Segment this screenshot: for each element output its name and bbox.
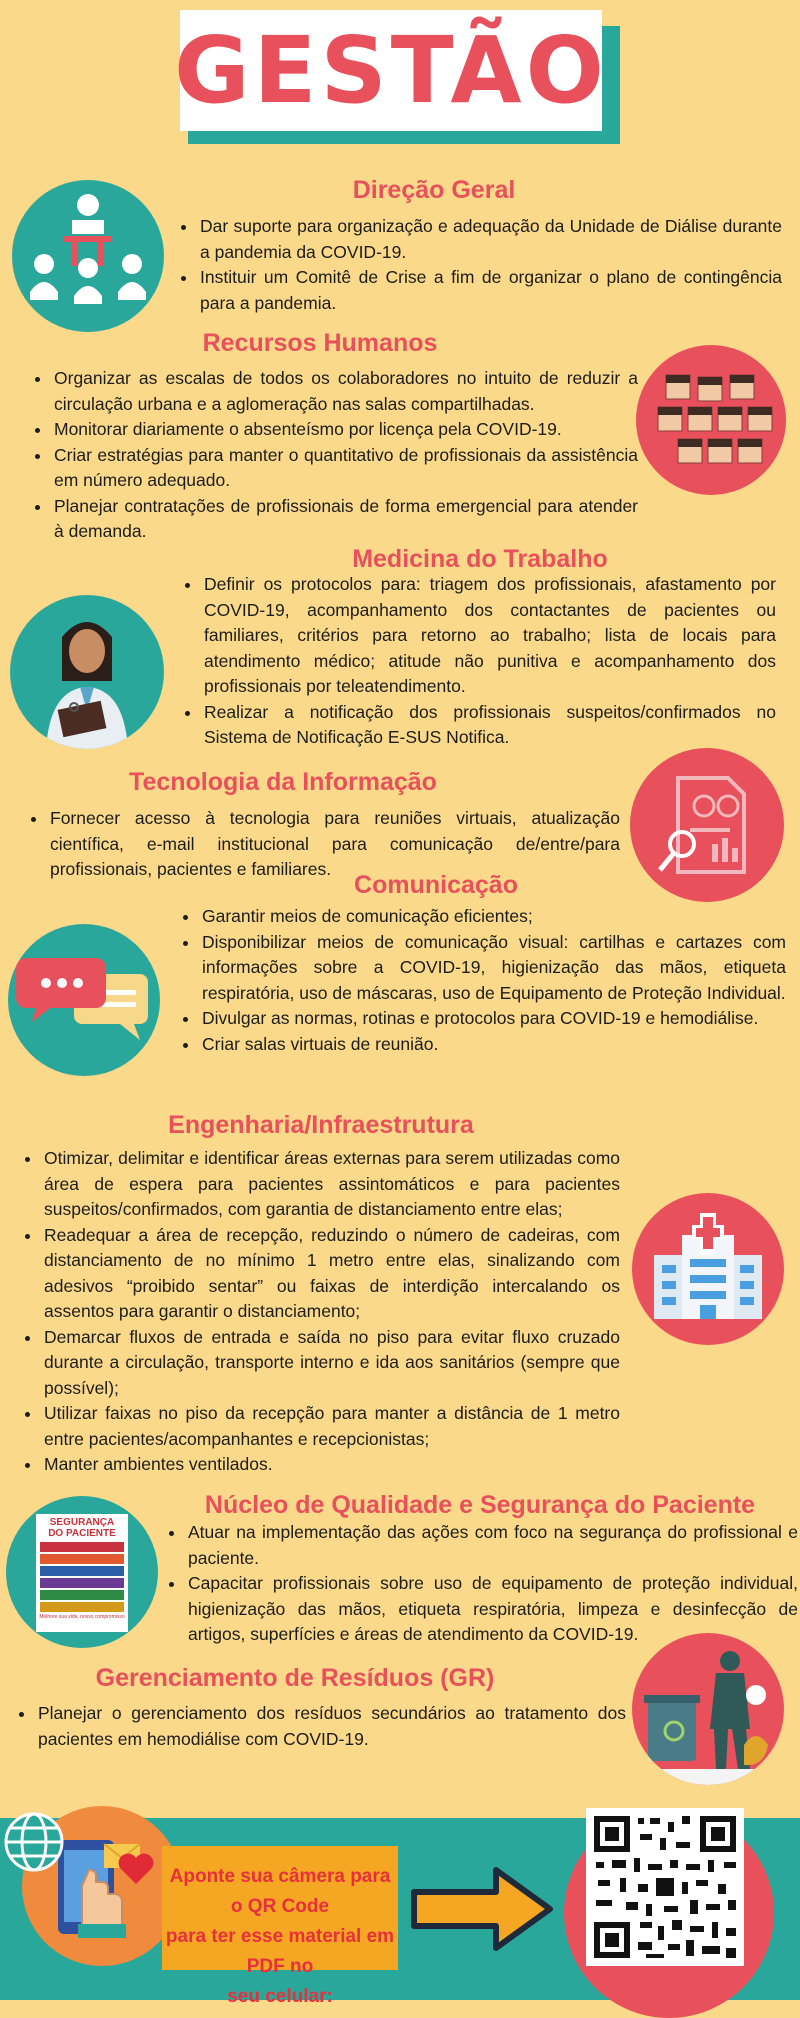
list-item: • Garantir meios de comunicação eficientes; [200,904,786,930]
globe-icon [0,1808,64,1872]
qr-instructions-box [162,1846,398,2007]
doctor-icon [10,595,164,749]
heart-envelope-icon [100,1836,160,1892]
list-item: • Utilizar faixas no piso da recepção para manter a distância de 1 metro entre pacientes/acompanhantes e recepcionistas; [42,1401,620,1452]
list-item: • Manter ambientes ventilados. [42,1452,620,1478]
list-item: • Otimizar, delimitar e identificar áreas externas para serem utilizadas como área de espera para pacientes assintomáticos e para pacientes suspeitos/confirmados, com garantia de distanciamento entre elas; [42,1146,620,1223]
arrow-right-icon [408,1864,556,1954]
section-title-nucleo: Núcleo de Qualidade e Segurança do Paciente [204,1491,756,1519]
page-title: GESTÃO [174,16,608,124]
list-item: • Atuar na implementação das ações com foco na segurança do profissional e paciente. [186,1520,798,1571]
qr-code-icon[interactable] [586,1808,744,1966]
waste-worker-icon [632,1633,784,1785]
list-item: • Demarcar fluxos de entrada e saída no piso para evitar fluxo cruzado durante a circulação, transporte interno e ida aos sanitários (sempre que possível); [42,1325,620,1402]
qr-text-line-3: seu celular: [227,1986,333,2007]
title-box [174,10,608,131]
list-item: • Monitorar diariamente o absenteísmo por licença pela COVID-19. [52,417,638,443]
section-body-comunicacao [178,904,786,1057]
section-body-medicina [180,572,776,751]
list-item: • Criar salas virtuais de reunião. [200,1032,786,1058]
chat-bubbles-icon [8,924,160,1076]
section-title-rh: Recursos Humanos [202,329,438,357]
poster-title: SEGURANÇA [49,1517,115,1528]
qr-text-line-2: para ter esse material em PDF no [165,1926,395,1977]
hospital-icon [632,1193,784,1345]
report-document-icon [630,748,784,902]
list-item: • Realizar a notificação dos profissionais suspeitos/confirmados no Sistema de Notificação E-SUS Notifica. [202,700,776,751]
section-title-engenharia: Engenharia/Infraestrutura [168,1111,474,1139]
section-body-engenharia [20,1146,620,1478]
qr-text-line-1: Aponte sua câmera para o QR Code [169,1866,391,1917]
list-item: • Organizar as escalas de todos os colaboradores no intuito de reduzir a circulação urbana e a aglomeração nas salas compartilhadas. [52,366,638,417]
list-item: • Instituir um Comitê de Crise a fim de organizar o plano de contingência para a pandemia. [198,265,782,316]
section-title-ti: Tecnologia da Informação [129,768,437,796]
list-item: • Fornecer acesso à tecnologia para reuniões virtuais, atualização científica, e-mail institucional para comunicação de/entre/para profissionais, pacientes e familiares. [48,806,620,883]
list-item: • Criar estratégias para manter o quantitativo de profissionais da assistência em número adequado. [52,443,638,494]
section-title-residuos: Gerenciamento de Resíduos (GR) [95,1664,495,1692]
list-item: • Divulgar as normas, rotinas e protocolos para COVID-19 e hemodiálise. [200,1006,786,1032]
list-item: • Dar suporte para organização e adequação da Unidade de Diálise durante a pandemia da COVID-19. [198,214,782,265]
list-item: • Readequar a área de recepção, reduzindo o número de cadeiras, com distanciamento de no mínimo 1 metro entre elas, sinalizando com adesivos “proibido sentar” ou faixas de interdição intercalando os assentos para garantir o distanciamento; [42,1223,620,1325]
section-body-nucleo [164,1520,798,1648]
list-item: • Planejar contratações de profissionais de forma emergencial para atender à demanda. [52,494,638,545]
presentation-icon [12,180,164,332]
poster-footer: Melhore sua vida, nosso compromisso [39,1614,125,1620]
section-title-medicina: Medicina do Trabalho [352,545,608,573]
section-body-rh [30,366,638,545]
poster-subtitle: DO PACIENTE [48,1528,116,1539]
team-faces-icon [636,345,786,495]
list-item: • Disponibilizar meios de comunicação visual: cartilhas e cartazes com informações sobre a COVID-19, higienização das mãos, etiqueta respiratória, uso de máscaras, uso de Equipamento de Proteção Individual. [200,930,786,1007]
section-title-direcao: Direção Geral [352,176,516,204]
section-body-ti [26,806,620,883]
list-item: • Definir os protocolos para: triagem dos profissionais, afastamento por COVID-19, acompanhamento dos contactantes de pacientes ou familiares, critérios para retorno ao trabalho; lista de locais para atendimento médico; atitude não punitiva e acompanhamento dos profissionais por teleatendimento. [202,572,776,700]
list-item: • Capacitar profissionais sobre uso de equipamento de proteção individual, higienização das mãos, etiqueta respiratória, limpeza e desinfecção de artigos, superfícies e áreas de atendimento da COVID-19. [186,1571,798,1648]
patient-safety-poster-icon [6,1496,158,1648]
section-title-comunicacao: Comunicação [354,871,518,899]
section-body-residuos [14,1701,626,1752]
section-body-direcao [176,214,782,316]
list-item: • Planejar o gerenciamento dos resíduos secundários ao tratamento dos pacientes em hemodiálise com COVID-19. [36,1701,626,1752]
